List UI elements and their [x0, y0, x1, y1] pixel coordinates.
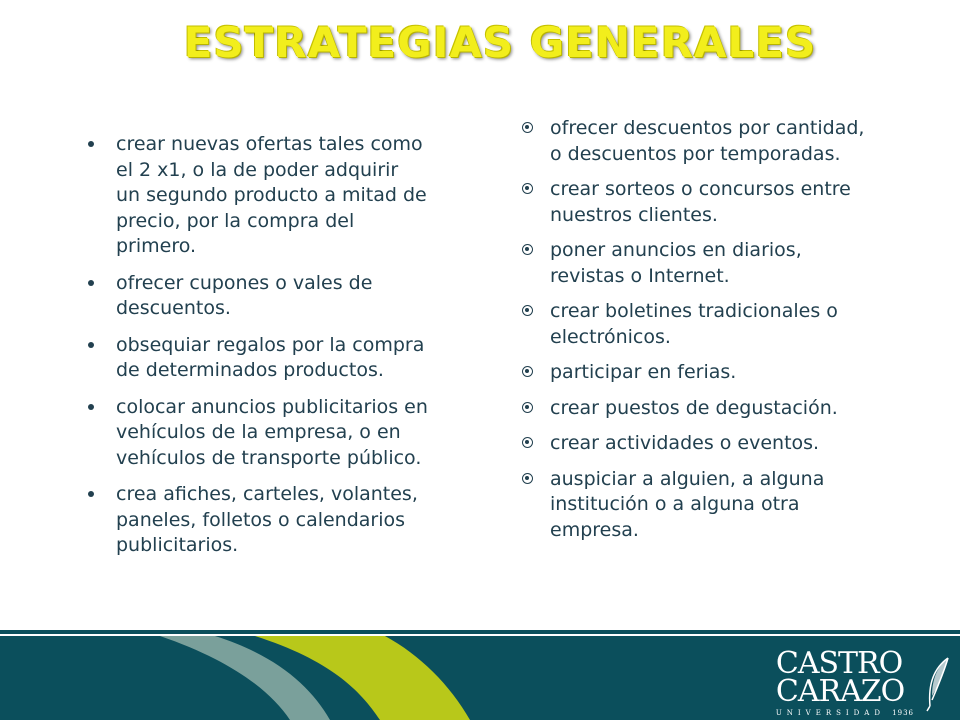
list-item	[522, 177, 867, 228]
list-item	[522, 299, 867, 350]
list-item	[78, 271, 428, 322]
logo-sub-text: UNIVERSIDAD	[775, 709, 885, 717]
list-item-text: ofrecer cupones o vales de descuentos.	[116, 271, 373, 319]
right-bullet-list	[522, 116, 867, 543]
list-item	[522, 431, 867, 457]
left-bullet-column	[78, 132, 428, 570]
list-item-text: poner anuncios en diarios, revistas o Internet.	[550, 239, 802, 287]
circle-bullet-icon	[522, 244, 533, 255]
list-item-text: colocar anuncios publicitarios en vehículos de la empresa, o en vehículos de transporte público.	[116, 395, 428, 469]
circle-bullet-icon	[522, 437, 533, 448]
list-item	[522, 396, 867, 422]
list-item	[78, 395, 428, 472]
list-item	[522, 360, 867, 386]
list-item	[78, 333, 428, 384]
bullet-dot-icon	[88, 342, 94, 348]
footer-top-line	[0, 630, 960, 634]
slide-title: ESTRATEGIAS GENERALES	[183, 18, 817, 67]
logo-line2: CARAZO	[775, 674, 905, 709]
list-item-text: crear actividades o eventos.	[550, 432, 820, 454]
bullet-dot-icon	[88, 141, 94, 147]
list-item-text: ofrecer descuentos por cantidad, o descuentos por temporadas.	[550, 117, 865, 165]
circle-bullet-icon	[522, 122, 533, 133]
list-item	[522, 238, 867, 289]
bullet-dot-icon	[88, 280, 94, 286]
left-bullet-list	[78, 132, 428, 559]
list-item-text: crear puestos de degustación.	[550, 396, 838, 419]
list-item	[522, 116, 867, 167]
circle-bullet-icon	[522, 366, 533, 377]
list-item-text: obsequiar regalos por la compra de determinados productos.	[116, 333, 425, 381]
circle-bullet-icon	[522, 305, 533, 316]
list-item-text: crear nuevas ofertas tales como el 2 x1, o la de poder adquirir un segundo producto a mitad de precio, por la compra del primero.	[116, 133, 427, 257]
list-item-text: auspiciar a alguien, a alguna institución o a alguna otra empresa.	[550, 467, 825, 541]
logo-sub	[776, 708, 914, 718]
list-item-text: crea afiches, carteles, volantes, paneles, folletos o calendarios publicitarios.	[116, 483, 418, 556]
bullet-dot-icon	[88, 404, 94, 410]
list-item	[522, 467, 867, 544]
castro-carazo-logo	[775, 646, 914, 718]
circle-bullet-icon	[522, 183, 533, 194]
bullet-dot-icon	[88, 491, 94, 497]
list-item	[78, 132, 428, 260]
circle-bullet-icon	[522, 402, 533, 413]
logo-year: 1936	[892, 709, 914, 717]
right-bullet-column	[522, 116, 867, 553]
list-item-text: crear sorteos o concursos entre nuestros clientes.	[550, 178, 851, 226]
list-item-text: participar en ferias.	[550, 361, 737, 383]
logo-line1: CASTRO	[775, 646, 903, 681]
list-item	[78, 482, 428, 559]
circle-bullet-icon	[522, 473, 533, 484]
feather-icon	[920, 656, 954, 712]
list-item-text: crear boletines tradicionales o electrónicos.	[550, 300, 838, 348]
